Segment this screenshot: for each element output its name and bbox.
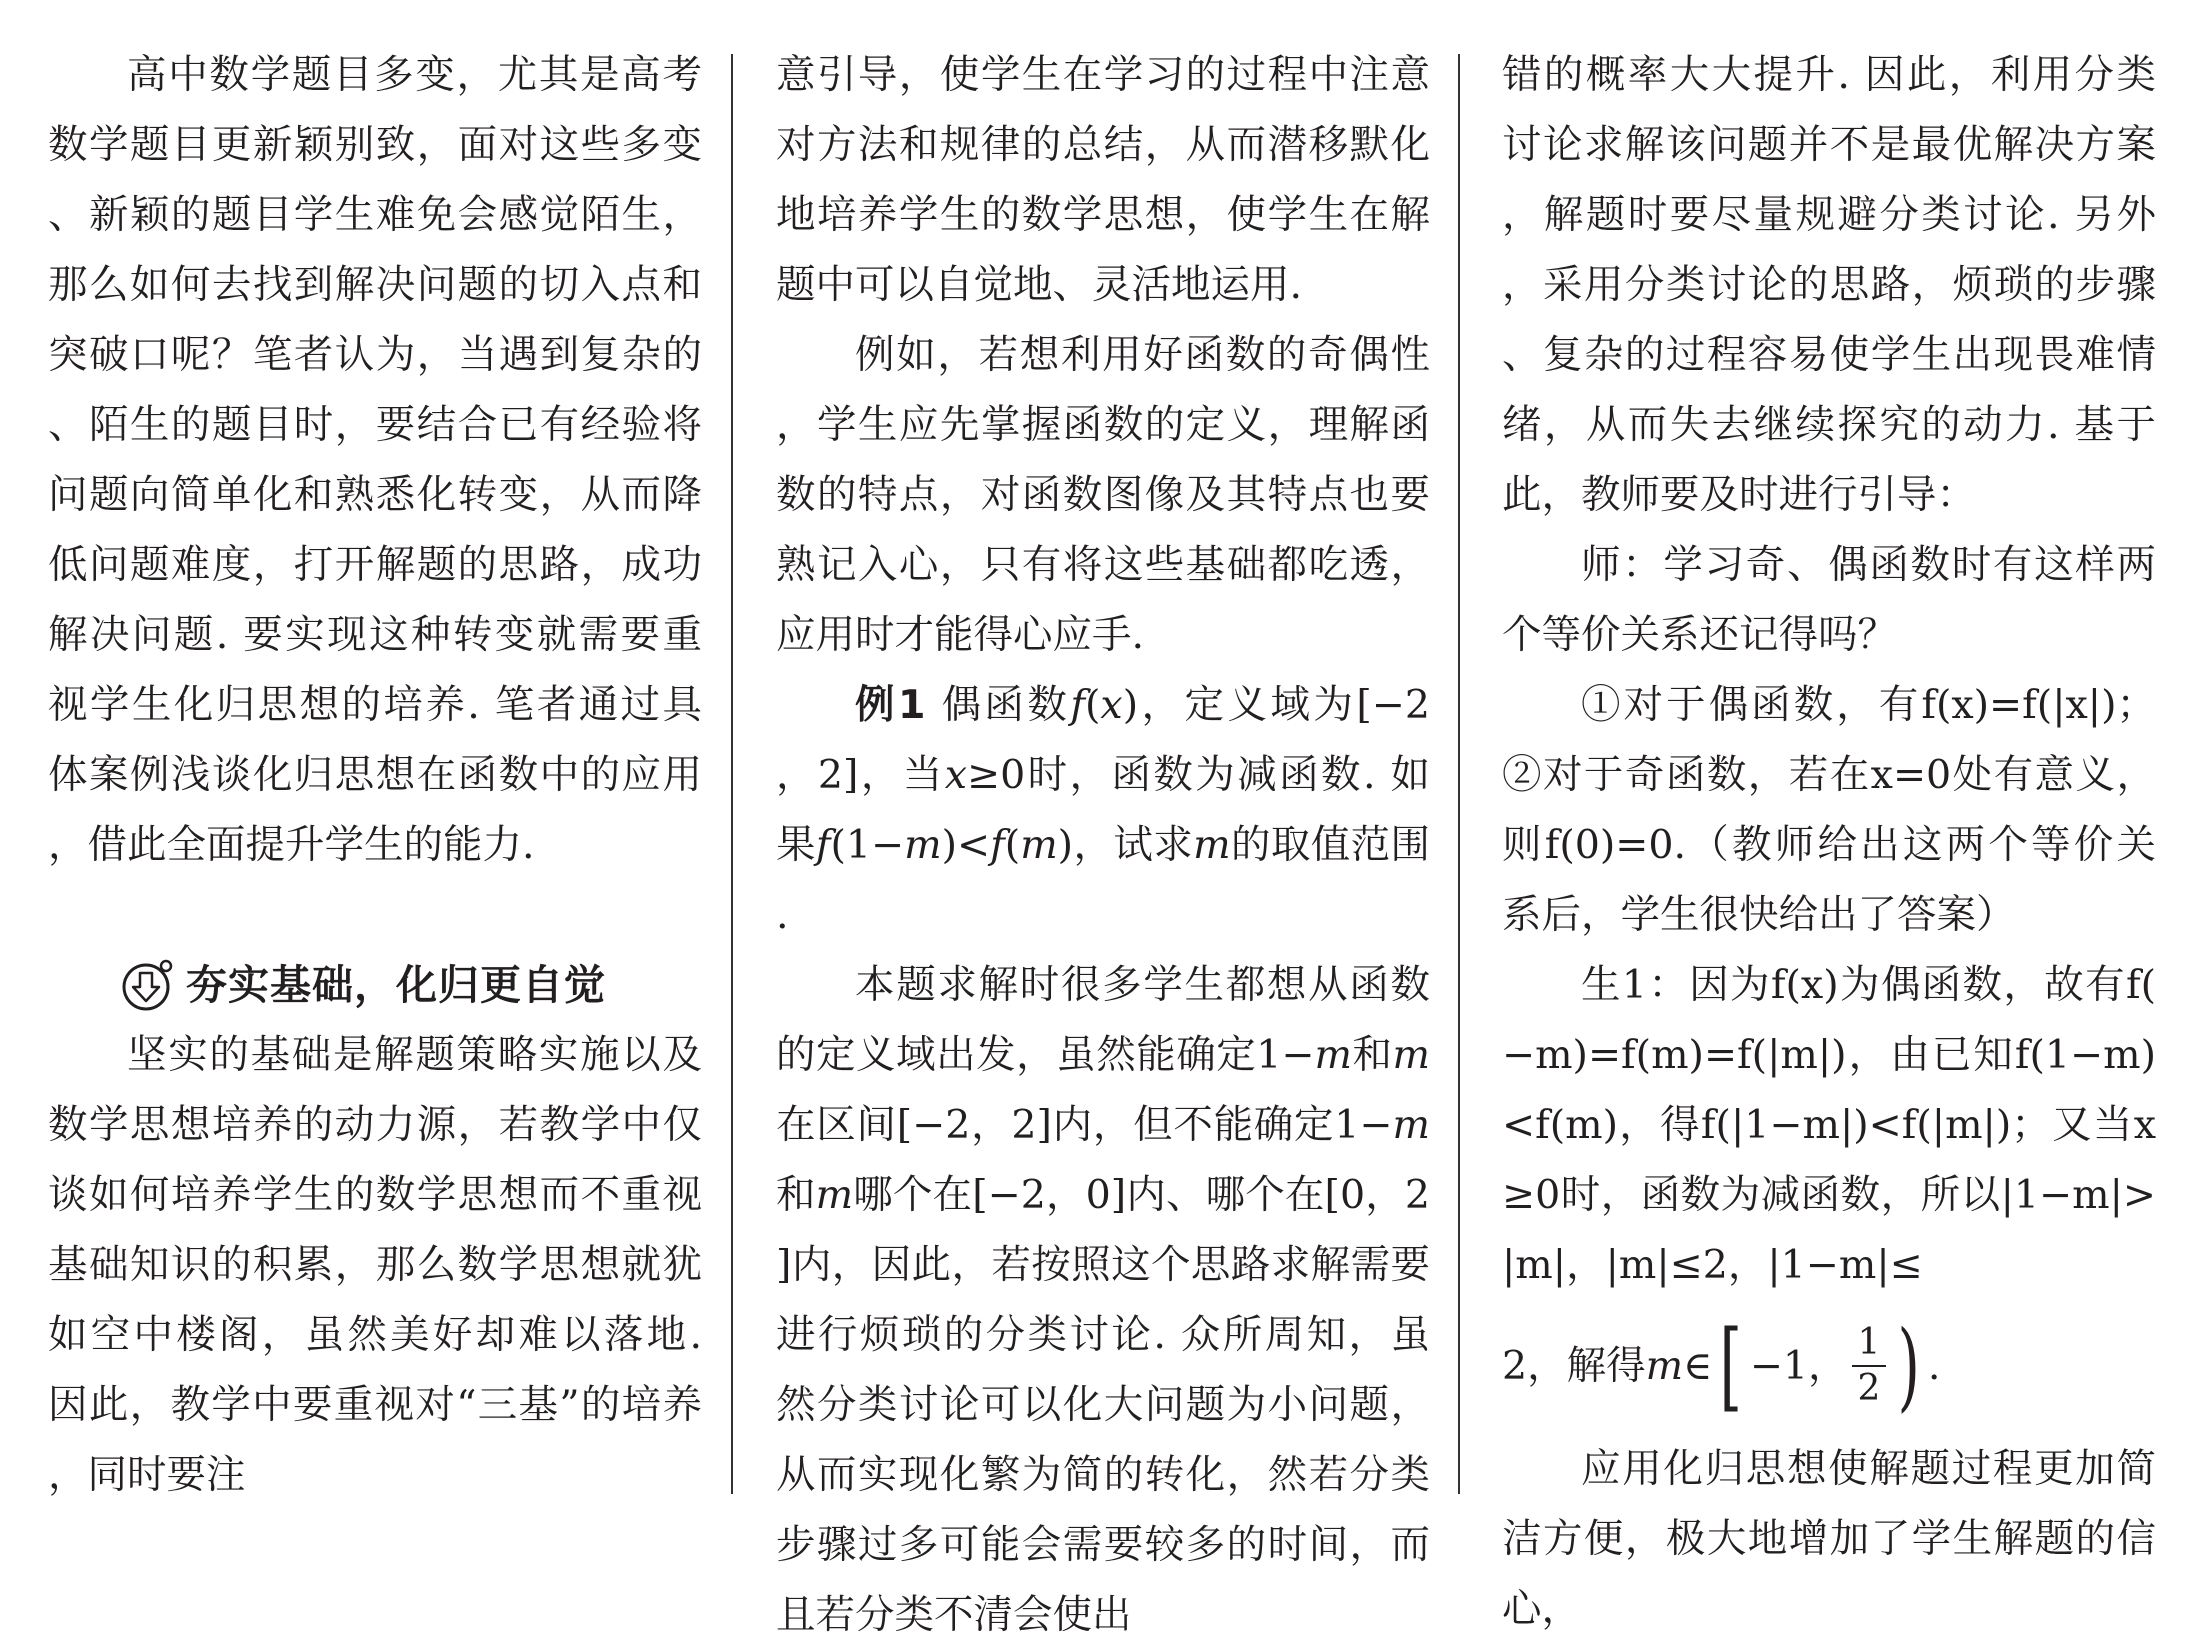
body-paragraph: 本题求解时很多学生都想从函数的定义域出发，虽然能确定1−m和m在区间[−2，2]内，但不能确定1−m和m哪个在[−2，0]内、哪个在[0，2]内，因此，若按照这个思路求解需要进行烦琐的分类讨论. 众所周知，虽然分类讨论可以化大问题为小问题，从而实现化繁为简的转化，然若分类步骤过多可能会需要较多的时间，而且若分类不清会使出 <box>776 962 1431 1638</box>
example-problem: 例1 偶函数f(x)，定义域为[−2，2]，当x≥0时，函数为减函数. 如果f(1−m)<f(m)，试求m的取值范围. <box>776 682 1431 938</box>
fraction-numerator: 1 <box>1852 1321 1887 1367</box>
example-label: 例1 <box>855 682 926 728</box>
column-divider <box>1458 54 1460 1494</box>
student-solution: 生1：因为f(x)为偶函数，故有f(−m)=f(m)=f(|m|)，由已知f(1−m)<f(m)，得f(|1−m|)<f(|m|)；又当x≥0时，函数为减函数，所以|1−m|>|m|，|m|≤2，|1−m|≤ <box>1502 962 2156 1288</box>
fraction-denominator: 2 <box>1857 1368 1881 1409</box>
section-heading <box>120 950 702 1020</box>
fraction <box>1852 1321 1887 1411</box>
body-paragraph: 意引导，使学生在学习的过程中注意对方法和规律的总结，从而潜移默化地培养学生的数学思想，使学生在解题中可以自觉地、灵活地运用. <box>776 52 1430 308</box>
intro-paragraph: 高中数学题目多变，尤其是高考数学题目更新颖别致，面对这些多变、新颖的题目学生难免会感觉陌生，那么如何去找到解决问题的切入点和突破口呢？笔者认为，当遇到复杂的、陌生的题目时，要结合已有经验将问题向简单化和熟悉化转变，从而降低问题难度，打开解题的思路，成功解决问题. 要实现这种转变就需要重视学生化归思想的培养. 笔者通过具体案例浅谈化归思想在函数中的应用，借此全面提升学生的能力. <box>48 52 702 868</box>
body-paragraph: 应用化归思想使解题过程更加简洁方便，极大地增加了学生解题的信心， <box>1502 1446 2156 1632</box>
body-paragraph: 坚实的基础是解题策略实施以及数学思想培养的动力源，若教学中仅谈如何培养学生的数学思想而不重视基础知识的积累，那么数学思想就犹如空中楼阁，虽然美好却难以落地. 因此，教学中要重视对“三基”的培养，同时要注 <box>48 1032 702 1498</box>
right-paren: ) <box>1897 1310 1921 1422</box>
equivalence-relations: ①对于偶函数，有f(x)=f(|x|)；②对于奇函数，若在x=0处有意义，则f(0)=0.（教师给出这两个等价关系后，学生很快给出了答案） <box>1502 682 2156 938</box>
teacher-dialogue: 师：学习奇、偶函数时有这样两个等价关系还记得吗？ <box>1502 542 2156 658</box>
left-bracket: [ <box>1719 1310 1743 1422</box>
column-divider <box>731 54 733 1494</box>
text-column-1 <box>48 40 702 1510</box>
text-column-3 <box>1502 40 2156 1644</box>
section-spacer <box>48 880 702 950</box>
circle-down-arrow-icon <box>120 957 176 1013</box>
solution-formula: 2，解得 m ∈ [ −1， $\frac{1}{2}$ ) . <box>1502 1310 1941 1422</box>
section-heading-text: 夯实基础，化归更自觉 <box>186 961 606 1009</box>
text-column-2 <box>776 40 1430 1650</box>
body-paragraph: 例如，若想利用好函数的奇偶性，学生应先掌握函数的定义，理解函数的特点，对函数图像及其特点也要熟记入心，只有将这些基础都吃透，应用时才能得心应手. <box>776 332 1430 658</box>
body-paragraph: 错的概率大大提升. 因此，利用分类讨论求解该问题并不是最优解决方案，解题时要尽量规避分类讨论. 另外，采用分类讨论的思路，烦琐的步骤、复杂的过程容易使学生出现畏难情绪，从而失去继续探究的动力. 基于此，教师要及时进行引导： <box>1502 52 2156 518</box>
